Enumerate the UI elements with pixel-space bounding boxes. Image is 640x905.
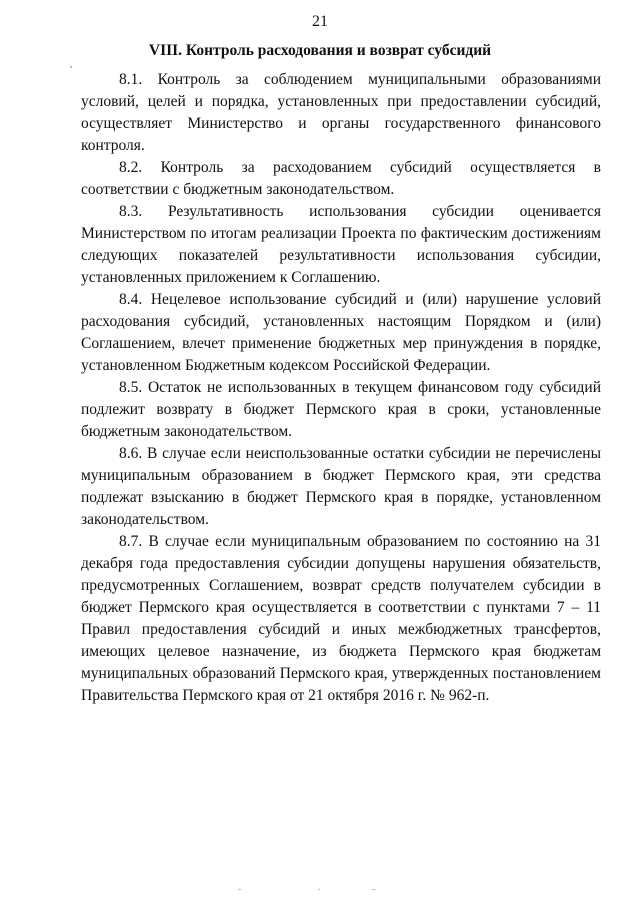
scan-speck	[70, 66, 72, 68]
page-number: 21	[312, 13, 328, 30]
scan-speck	[318, 889, 320, 890]
paragraph-8-7: 8.7. В случае если муниципальным образованием по состоянию на 31 декабря года предоставления субсидии допущены нарушения обязательств, предусмотренных Соглашением, возврат средств получателем субсидии в бюджет Пермского края осуществляется в соответствии с пунктами 7 – 11 Правил предоставления субсидий и иных межбюджетных трансфертов, имеющих целевое назначение, из бюджета Пермского края бюджетам муниципальных образований Пермского края, утвержденных постановлением Правительства Пермского края от 21 октября 2016 г. № 962-п.	[81, 533, 601, 704]
paragraph-8-4: 8.4. Нецелевое использование субсидий и (или) нарушение условий расходования субсидий, установленных настоящим Порядком и (или) Соглашением, влечет применение бюджетных мер принуждения в порядке, установленном Бюджетным кодексом Российской Федерации.	[81, 291, 601, 374]
paragraph-8-1: 8.1. Контроль за соблюдением муниципальными образованиями условий, целей и порядка, установленных при предоставлении субсидий, осуществляет Министерство и органы государственного финансового контроля.	[81, 71, 601, 154]
paragraph-8-3: 8.3. Результативность использования субсидии оценивается Министерством по итогам реализации Проекта по фактическим достижениям следующих показателей результативности использования субсидии, установленных приложением к Соглашению.	[81, 203, 601, 286]
section-title: VIII. Контроль расходования и возврат субсидий	[148, 42, 492, 59]
scan-speck	[372, 889, 375, 890]
paragraph-8-6: 8.6. В случае если неиспользованные остатки субсидии не перечислены муниципальным образованием в бюджет Пермского края, эти средства подлежат взысканию в бюджет Пермского края в порядке, установленном законодательством.	[81, 445, 601, 528]
paragraph-8-5: 8.5. Остаток не использованных в текущем финансовом году субсидий подлежит возврату в бюджет Пермского края в сроки, установленные бюджетным законодательством.	[81, 379, 601, 440]
scan-speck	[238, 889, 241, 890]
section-body	[81, 69, 601, 707]
paragraph-8-2: 8.2. Контроль за расходованием субсидий осуществляется в соответствии с бюджетным законодательством.	[81, 159, 601, 198]
